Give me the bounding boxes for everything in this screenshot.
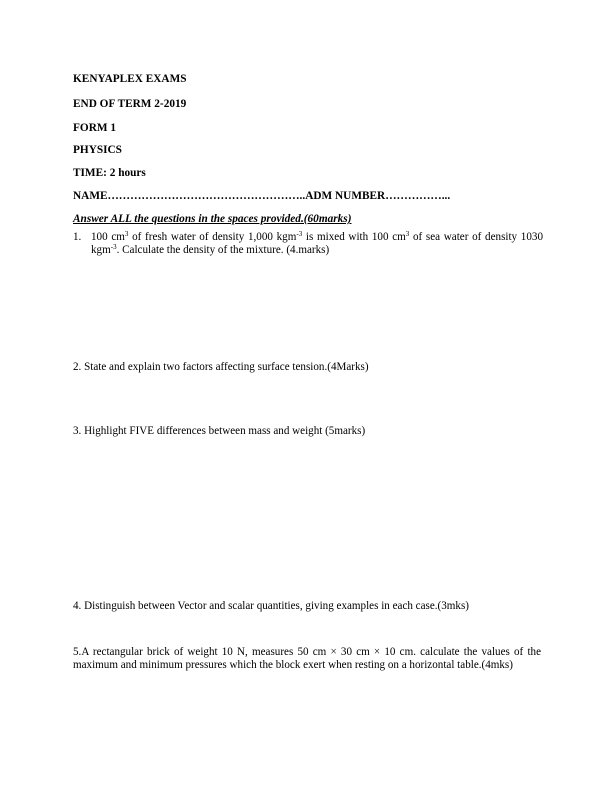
question-2: 2. State and explain two factors affecting surface tension.(4Marks)	[73, 361, 369, 373]
name-adm-line: NAME……………………………………………..ADM NUMBER……………...	[73, 190, 451, 202]
question-3: 3. Highlight FIVE differences between mass and weight (5marks)	[73, 425, 366, 437]
time-allowed: TIME: 2 hours	[73, 167, 146, 179]
form-title: FORM 1	[73, 122, 116, 134]
question-5: 5.A rectangular brick of weight 10 N, measures 50 cm × 30 cm × 10 cm. calculate the values of the maximum and minimum pressures which the block exert when resting on a horizontal table.(4mks)	[73, 646, 541, 672]
instructions: Answer ALL the questions in the spaces provided.(60marks)	[73, 213, 352, 225]
subject-title: PHYSICS	[73, 144, 122, 156]
question-4: 4. Distinguish between Vector and scalar quantities, giving examples in each case.(3mks)	[73, 600, 469, 612]
term-title: END OF TERM 2-2019	[73, 98, 187, 110]
question-1-text: 100 $cm^3$ of fresh water of density 1,000 kgm$^{-3}$ is mixed with 100 $cm^3$ of sea water of density 1030 kgm$^{-3}$. Calculate the density of the mixture. (4.marks)	[91, 230, 543, 257]
exam-body-title: KENYAPLEX EXAMS	[73, 73, 187, 85]
question-1-number: 1.	[73, 231, 82, 243]
